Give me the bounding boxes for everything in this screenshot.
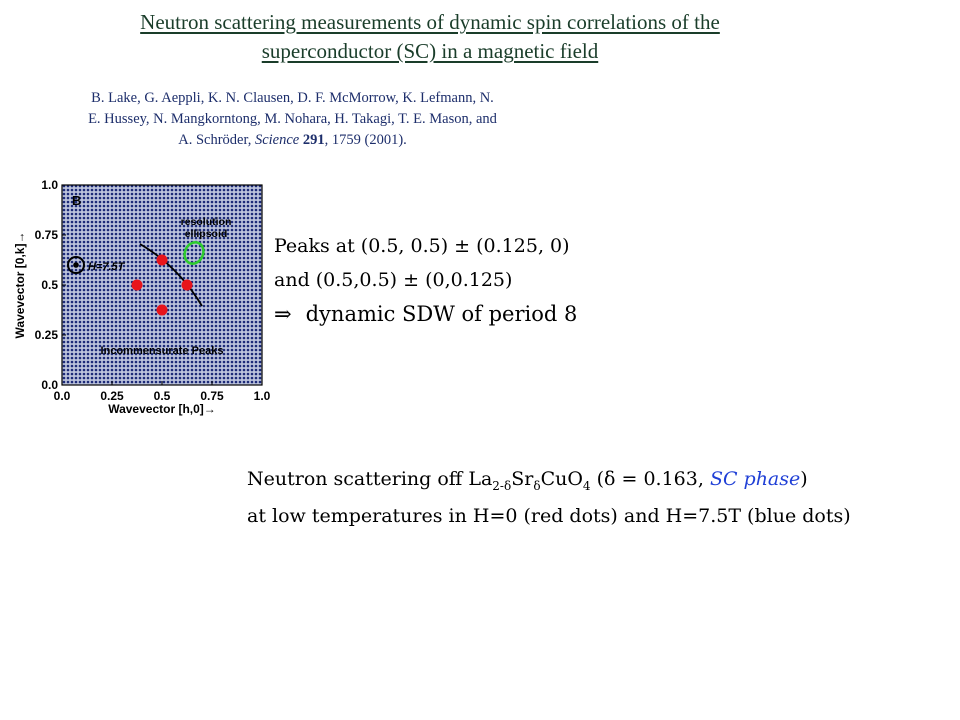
blue-data-point bbox=[73, 262, 79, 268]
caption-sub-2: δ bbox=[533, 478, 541, 493]
x-tick-label: 0.75 bbox=[200, 389, 224, 403]
x-tick-label: 0.5 bbox=[153, 389, 171, 403]
y-tick-label: 1.0 bbox=[41, 178, 58, 192]
caption-text-3: CuO bbox=[540, 468, 583, 490]
x-tick-label: 0.0 bbox=[53, 389, 71, 403]
caption-text-4: (δ = 0.163, bbox=[590, 468, 710, 490]
x-tick-label: 1.0 bbox=[253, 389, 271, 403]
caption-sub-3: 4 bbox=[582, 478, 591, 493]
caption-line-2: at low temperatures in H=0 (red dots) and H=7.5T (blue dots) bbox=[247, 504, 851, 527]
resolution-label-line-2: ellipsoid bbox=[184, 228, 228, 240]
title-line-2: superconductor (SC) in a magnetic field bbox=[261, 39, 599, 63]
y-tick-label: 0.75 bbox=[34, 228, 58, 242]
authors-line-3 bbox=[20, 130, 565, 151]
y-axis-label: Wavevector [0,k]→ bbox=[13, 231, 27, 339]
red-data-point bbox=[157, 255, 168, 266]
red-data-point bbox=[132, 280, 143, 291]
y-tick-label: 0.5 bbox=[41, 278, 58, 292]
peaks-formula: Peaks at (0.5, 0.5) ± (0.125, 0) bbox=[274, 235, 570, 257]
sdw-text: dynamic SDW of period 8 bbox=[305, 302, 578, 326]
caption-sub-1: 2-δ bbox=[492, 478, 512, 493]
x-tick-label: 0.25 bbox=[100, 389, 124, 403]
caption-line-1 bbox=[247, 464, 851, 501]
authors-line-1: B. Lake, G. Aeppli, K. N. Clausen, D. F. McMorrow, K. Lefmann, N. bbox=[91, 90, 494, 106]
caption-text-5: ) bbox=[800, 468, 808, 490]
caption bbox=[247, 464, 851, 531]
field-label: H=7.5T bbox=[88, 261, 125, 273]
implies-arrow: ⇒ bbox=[274, 302, 292, 326]
authors-line-3-prefix: A. Schröder, bbox=[178, 132, 255, 148]
pages-year: , 1759 (2001). bbox=[324, 132, 407, 148]
peaks-label: Incommensurate Peaks bbox=[100, 345, 224, 357]
scatter-plot bbox=[10, 168, 280, 418]
plot-svg bbox=[10, 168, 280, 418]
red-data-point bbox=[182, 280, 193, 291]
y-tick-label: 0.25 bbox=[34, 328, 58, 342]
y-tick-label: 0.0 bbox=[41, 378, 58, 392]
sdw-conclusion bbox=[274, 302, 577, 327]
and-formula: and (0.5,0.5) ± (0,0.125) bbox=[274, 269, 513, 291]
title-line-1: Neutron scattering measurements of dynamic spin correlations of the bbox=[140, 10, 720, 34]
x-axis-label: Wavevector [h,0]→ bbox=[108, 402, 216, 416]
authors-line-2: E. Hussey, N. Mangkorntong, M. Nohara, H. Takagi, T. E. Mason, and bbox=[88, 111, 497, 127]
sc-phase-label: SC phase bbox=[709, 468, 801, 490]
panel-label: B bbox=[72, 193, 82, 208]
caption-text-2: Sr bbox=[511, 468, 534, 490]
journal-name: Science bbox=[254, 132, 300, 148]
caption-text-1: Neutron scattering off La bbox=[247, 468, 493, 490]
resolution-label-line-1: resolution bbox=[180, 216, 232, 228]
journal-volume: 291 bbox=[302, 132, 325, 148]
red-data-point bbox=[157, 305, 168, 316]
slide-title bbox=[0, 8, 860, 66]
citation bbox=[20, 88, 565, 151]
